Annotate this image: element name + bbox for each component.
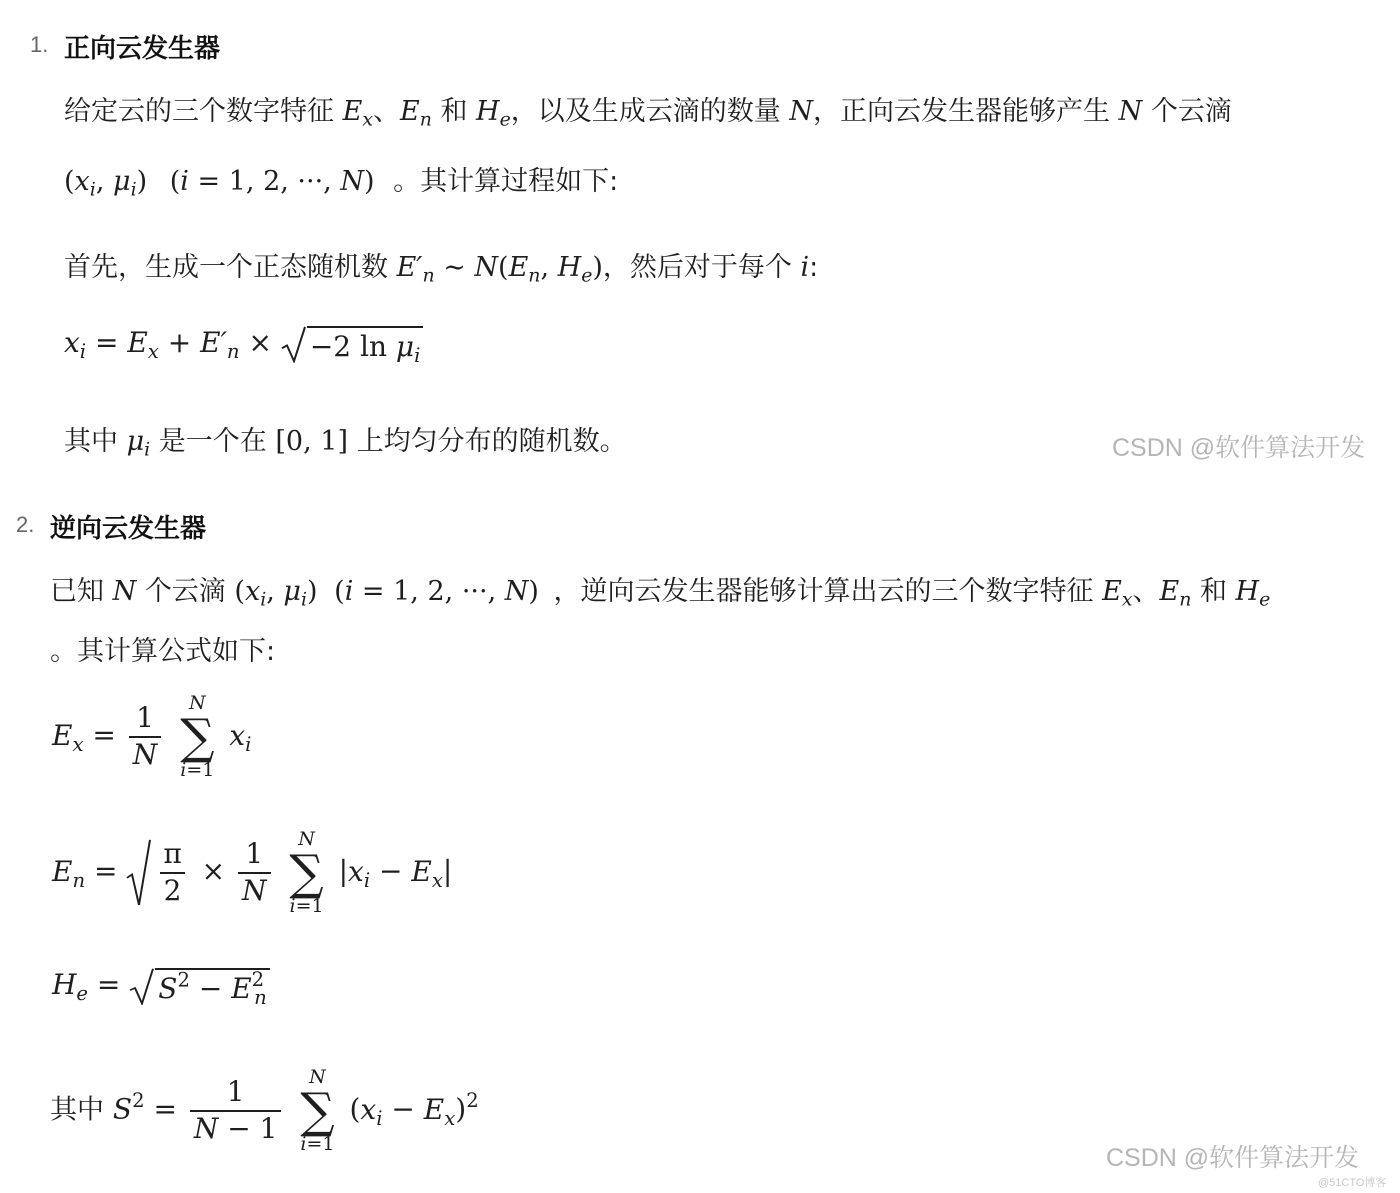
equation-En: $E_n$ = $\frac{\pi}{2}$ × $\frac{1}{N}$ N ∑ i=1 $|x_i - E_x|$: [52, 828, 453, 917]
math-index-range: (i = 1, 2, ···, N): [169, 166, 375, 197]
section-1-title: 正向云发生器: [64, 34, 221, 64]
fraction: $\frac{1}{N}$: [129, 703, 162, 771]
watermark-csdn: CSDN @软件算法开发: [1112, 434, 1366, 462]
equation-xi: $x_i = E_x + E'_n$ × −2 $\ln \mu_i$: [64, 326, 423, 363]
equation-He: $H_e$ = $S^2 - E^2_n$: [52, 968, 270, 1005]
math-N: N: [112, 576, 137, 607]
section-2-number: 2.: [16, 512, 35, 537]
math-En: $E_n$: [399, 96, 432, 131]
section-1-number: 1.: [30, 32, 49, 57]
math-cloud-drop: ($x_i$, $\mu_i$): [64, 166, 148, 201]
section-2-paragraph-1: 已知 N 个云滴 ($x_i$, $\mu_i$) (i = 1, 2, ···, N) ，逆向云发生器能够计算出云的三个数字特征 $E_x$、$E_n$ 和 $H_e$: [50, 576, 1271, 611]
sqrt-symbol: −2 $\ln \mu_i$: [281, 326, 424, 363]
math-Ex: $E_x$: [342, 96, 373, 131]
fraction: $\frac{1}{N}$: [238, 839, 271, 907]
math-En: $E_n$: [1159, 576, 1192, 611]
math-cloud-drop: ($x_i$, $\mu_i$): [234, 576, 318, 611]
math-Ex: $E_x$: [1102, 576, 1133, 611]
section-1-paragraph-3: 首先，生成一个正态随机数 $E'_n$ ∼ $N(E_n$, $H_e$)，然后对于每个 i:: [64, 252, 819, 287]
watermark-51cto: @51CTO博客: [1318, 1177, 1387, 1189]
section-1-paragraph-1: 给定云的三个数字特征 $E_x$、$E_n$ 和 $H_e$，以及生成云滴的数量 N，正向云发生器能够产生 N 个云滴: [64, 96, 1232, 131]
math-N: N: [789, 96, 813, 127]
section-2-paragraph-2: 。其计算公式如下:: [50, 636, 276, 667]
math-i: i: [800, 252, 810, 283]
radical-sign-icon: [129, 968, 155, 1005]
equation-S2: 其中 $S^2$ = $\frac{1}{N - 1}$ N ∑ i=1 $(x_i - E_x)^2$: [50, 1066, 479, 1155]
summation: N ∑ i=1: [300, 1066, 335, 1155]
radical-sign-icon: [126, 839, 152, 907]
math-interval: [0, 1]: [275, 426, 348, 457]
section-1-paragraph-2: ($x_i$, $\mu_i$) (i = 1, 2, ···, N) 。其计算过程如下:: [64, 166, 619, 201]
math-mu-i: $\mu_i$: [126, 426, 151, 461]
fraction: $\frac{1}{N - 1}$: [190, 1077, 282, 1145]
radical-sign-icon: [281, 326, 307, 363]
math-He: $H_e$: [1235, 576, 1271, 611]
watermark-csdn: CSDN @软件算法开发: [1106, 1144, 1360, 1172]
summation: N ∑ i=1: [180, 692, 215, 781]
sqrt-symbol: $S^2 - E^2_n$: [129, 968, 269, 1005]
sqrt-symbol: $\frac{\pi}{2}$: [126, 839, 192, 907]
summation: N ∑ i=1: [289, 828, 324, 917]
section-1-paragraph-4: 其中 $\mu_i$ 是一个在 [0, 1] 上均匀分布的随机数。: [64, 426, 627, 461]
math-N: N: [1118, 96, 1143, 127]
math-index-range: (i = 1, 2, ···, N): [334, 576, 539, 607]
equation-Ex: $E_x$ = $\frac{1}{N}$ N ∑ i=1 $x_i$: [52, 692, 252, 781]
section-2-title: 逆向云发生器: [50, 514, 207, 544]
math-He: $H_e$: [476, 96, 511, 131]
math-normal-random: $E'_n$ ∼ $N(E_n$, $H_e$): [396, 252, 603, 287]
